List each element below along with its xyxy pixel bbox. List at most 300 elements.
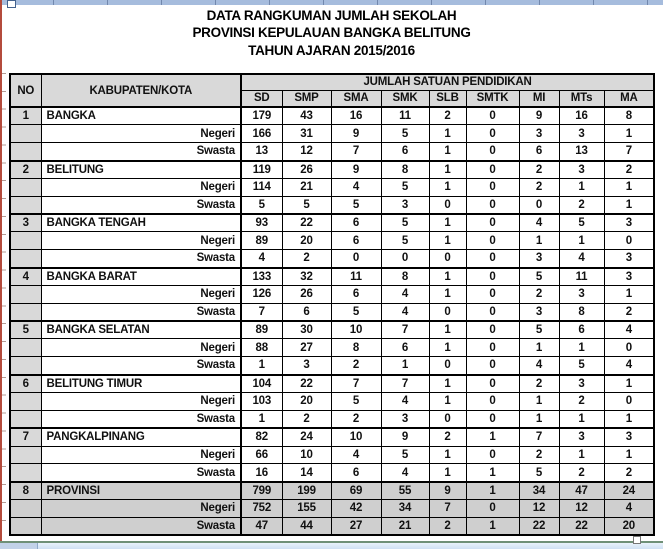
count-cell[interactable]: 1: [604, 285, 654, 303]
count-cell[interactable]: 8: [381, 268, 429, 286]
ownership-label-cell[interactable]: Negeri: [41, 339, 241, 357]
count-cell[interactable]: 0: [466, 303, 519, 321]
count-cell[interactable]: 1: [604, 410, 654, 428]
count-cell[interactable]: 6: [331, 232, 381, 250]
count-cell[interactable]: 12: [519, 500, 559, 518]
count-cell[interactable]: 16: [331, 107, 381, 125]
count-cell[interactable]: 5: [381, 125, 429, 143]
row-number-cell[interactable]: [10, 196, 41, 214]
count-cell[interactable]: 1: [559, 410, 604, 428]
row-number-cell[interactable]: [10, 410, 41, 428]
count-cell[interactable]: 3: [559, 428, 604, 446]
count-cell[interactable]: 1: [604, 375, 654, 393]
count-cell[interactable]: 0: [466, 357, 519, 375]
count-cell[interactable]: 5: [381, 178, 429, 196]
count-cell[interactable]: 799: [241, 482, 282, 500]
count-cell[interactable]: 6: [519, 143, 559, 161]
count-cell[interactable]: 7: [381, 375, 429, 393]
count-cell[interactable]: 5: [331, 196, 381, 214]
table-row: [10, 285, 654, 303]
header-col-sd[interactable]: SD: [241, 90, 282, 107]
kabupaten-name-cell[interactable]: PANGKALPINANG: [41, 428, 241, 446]
ownership-label-cell[interactable]: Swasta: [41, 303, 241, 321]
count-cell[interactable]: 5: [331, 303, 381, 321]
object-anchor-icon: [7, 0, 16, 8]
row-number-cell[interactable]: 2: [10, 161, 41, 179]
count-cell[interactable]: 31: [282, 125, 331, 143]
count-cell[interactable]: 2: [429, 428, 466, 446]
count-cell[interactable]: 1: [241, 410, 282, 428]
count-cell[interactable]: 3: [604, 250, 654, 268]
count-cell[interactable]: 4: [559, 250, 604, 268]
count-cell[interactable]: 1: [604, 196, 654, 214]
count-cell[interactable]: 1: [519, 410, 559, 428]
count-cell[interactable]: 119: [241, 161, 282, 179]
count-cell[interactable]: 22: [282, 375, 331, 393]
count-cell[interactable]: 1: [559, 446, 604, 464]
count-cell[interactable]: 126: [241, 285, 282, 303]
count-cell[interactable]: 6: [381, 143, 429, 161]
count-cell[interactable]: 0: [466, 500, 519, 518]
count-cell[interactable]: 6: [331, 214, 381, 232]
count-cell[interactable]: 0: [604, 393, 654, 411]
count-cell[interactable]: 2: [519, 285, 559, 303]
count-cell[interactable]: 0: [466, 232, 519, 250]
header-no[interactable]: NO: [10, 74, 41, 107]
row-number-cell[interactable]: [10, 393, 41, 411]
count-cell[interactable]: 0: [466, 375, 519, 393]
row-number-cell[interactable]: [10, 500, 41, 518]
count-cell[interactable]: 1: [559, 339, 604, 357]
ownership-label-cell[interactable]: Swasta: [41, 464, 241, 482]
kabupaten-name-cell[interactable]: BANGKA: [41, 107, 241, 125]
row-number-cell[interactable]: [10, 250, 41, 268]
count-cell[interactable]: 1: [429, 393, 466, 411]
table-row: [10, 446, 654, 464]
count-cell[interactable]: 0: [466, 410, 519, 428]
count-cell[interactable]: 752: [241, 500, 282, 518]
count-cell[interactable]: 3: [559, 125, 604, 143]
count-cell[interactable]: 4: [331, 446, 381, 464]
count-cell[interactable]: 133: [241, 268, 282, 286]
count-cell[interactable]: 22: [559, 517, 604, 535]
count-cell[interactable]: 2: [519, 161, 559, 179]
count-cell[interactable]: 93: [241, 214, 282, 232]
row-number-cell[interactable]: [10, 125, 41, 143]
count-cell[interactable]: 9: [519, 107, 559, 125]
count-cell[interactable]: 2: [559, 196, 604, 214]
count-cell[interactable]: 8: [381, 161, 429, 179]
count-cell[interactable]: 2: [519, 446, 559, 464]
selection-handle-icon[interactable]: [633, 536, 641, 544]
count-cell[interactable]: 5: [381, 446, 429, 464]
count-cell[interactable]: 5: [331, 393, 381, 411]
count-cell[interactable]: 6: [381, 339, 429, 357]
header-col-slb[interactable]: SLB: [429, 90, 466, 107]
count-cell[interactable]: 8: [559, 303, 604, 321]
count-cell[interactable]: 4: [381, 464, 429, 482]
row-number-cell[interactable]: [10, 303, 41, 321]
table-body: [10, 107, 654, 535]
count-cell[interactable]: 1: [466, 482, 519, 500]
count-cell[interactable]: 1: [604, 125, 654, 143]
count-cell[interactable]: 55: [381, 482, 429, 500]
count-cell[interactable]: 0: [466, 178, 519, 196]
count-cell[interactable]: 11: [331, 268, 381, 286]
count-cell[interactable]: 0: [604, 232, 654, 250]
count-cell[interactable]: 1: [429, 339, 466, 357]
count-cell[interactable]: 5: [519, 268, 559, 286]
count-cell[interactable]: 21: [381, 517, 429, 535]
count-cell[interactable]: 4: [381, 285, 429, 303]
kabupaten-name-cell[interactable]: BANGKA SELATAN: [41, 321, 241, 339]
count-cell[interactable]: 3: [559, 161, 604, 179]
count-cell[interactable]: 2: [604, 161, 654, 179]
header-kabupaten-kota[interactable]: KABUPATEN/KOTA: [41, 74, 241, 107]
count-cell[interactable]: 1: [519, 339, 559, 357]
count-cell[interactable]: 34: [381, 500, 429, 518]
ownership-label-cell[interactable]: Negeri: [41, 500, 241, 518]
count-cell[interactable]: 1: [429, 161, 466, 179]
count-cell[interactable]: 27: [282, 339, 331, 357]
count-cell[interactable]: 1: [429, 446, 466, 464]
count-cell[interactable]: 0: [429, 250, 466, 268]
count-cell[interactable]: 42: [331, 500, 381, 518]
count-cell[interactable]: 3: [604, 428, 654, 446]
count-cell[interactable]: 7: [519, 428, 559, 446]
count-cell[interactable]: 1: [519, 232, 559, 250]
count-cell[interactable]: 0: [519, 196, 559, 214]
count-cell[interactable]: 1: [519, 393, 559, 411]
count-cell[interactable]: 2: [604, 464, 654, 482]
ownership-label-cell[interactable]: Negeri: [41, 125, 241, 143]
count-cell[interactable]: 5: [519, 464, 559, 482]
ownership-label-cell[interactable]: Swasta: [41, 410, 241, 428]
count-cell[interactable]: 104: [241, 375, 282, 393]
count-cell[interactable]: 1: [466, 517, 519, 535]
ownership-label-cell[interactable]: Negeri: [41, 232, 241, 250]
row-number-cell[interactable]: [10, 232, 41, 250]
count-cell[interactable]: 3: [559, 375, 604, 393]
count-cell[interactable]: 6: [282, 303, 331, 321]
header-row-1: [10, 74, 654, 90]
count-cell[interactable]: 1: [559, 232, 604, 250]
table-row: [10, 178, 654, 196]
count-cell[interactable]: 166: [241, 125, 282, 143]
count-cell[interactable]: 0: [466, 161, 519, 179]
count-cell[interactable]: 11: [559, 268, 604, 286]
count-cell[interactable]: 7: [241, 303, 282, 321]
count-cell[interactable]: 69: [331, 482, 381, 500]
kabupaten-name-cell[interactable]: BELITUNG: [41, 161, 241, 179]
count-cell[interactable]: 0: [466, 196, 519, 214]
count-cell[interactable]: 9: [331, 125, 381, 143]
count-cell[interactable]: 9: [429, 482, 466, 500]
count-cell[interactable]: 2: [282, 250, 331, 268]
count-cell[interactable]: 47: [559, 482, 604, 500]
count-cell[interactable]: 2: [331, 410, 381, 428]
count-cell[interactable]: 2: [282, 410, 331, 428]
count-cell[interactable]: 5: [559, 357, 604, 375]
count-cell[interactable]: 22: [519, 517, 559, 535]
row-number-cell[interactable]: [10, 464, 41, 482]
kabupaten-name-cell[interactable]: BANGKA TENGAH: [41, 214, 241, 232]
count-cell[interactable]: 5: [381, 214, 429, 232]
count-cell[interactable]: 5: [559, 214, 604, 232]
count-cell[interactable]: 0: [466, 339, 519, 357]
table-row: [10, 214, 654, 232]
count-cell[interactable]: 0: [466, 214, 519, 232]
count-cell[interactable]: 199: [282, 482, 331, 500]
count-cell[interactable]: 2: [559, 464, 604, 482]
row-number-cell[interactable]: [10, 285, 41, 303]
row-number-cell[interactable]: [10, 517, 41, 535]
row-number-cell[interactable]: 7: [10, 428, 41, 446]
count-cell[interactable]: 1: [429, 125, 466, 143]
count-cell[interactable]: 1: [381, 357, 429, 375]
table-row: [10, 339, 654, 357]
report-title: [9, 7, 654, 59]
count-cell[interactable]: 22: [282, 214, 331, 232]
count-cell[interactable]: 20: [282, 393, 331, 411]
count-cell[interactable]: 0: [429, 357, 466, 375]
column-header-strip: [0, 0, 663, 5]
count-cell[interactable]: 3: [604, 268, 654, 286]
count-cell[interactable]: 47: [241, 517, 282, 535]
count-cell[interactable]: 20: [604, 517, 654, 535]
count-cell[interactable]: 3: [381, 196, 429, 214]
row-tick-marks: [2, 73, 6, 537]
table-row: [10, 321, 654, 339]
count-cell[interactable]: 2: [429, 517, 466, 535]
count-cell[interactable]: 5: [519, 321, 559, 339]
header-col-smp[interactable]: SMP: [282, 90, 331, 107]
count-cell[interactable]: 3: [519, 125, 559, 143]
count-cell[interactable]: 88: [241, 339, 282, 357]
count-cell[interactable]: 8: [604, 107, 654, 125]
row-number-cell[interactable]: [10, 339, 41, 357]
count-cell[interactable]: 32: [282, 268, 331, 286]
count-cell[interactable]: 5: [282, 196, 331, 214]
count-cell[interactable]: 1: [559, 178, 604, 196]
count-cell[interactable]: 1: [429, 232, 466, 250]
count-cell[interactable]: 2: [604, 303, 654, 321]
table-row: [10, 393, 654, 411]
count-cell[interactable]: 4: [519, 214, 559, 232]
count-cell[interactable]: 4: [241, 250, 282, 268]
count-cell[interactable]: 6: [559, 321, 604, 339]
count-cell[interactable]: 6: [331, 285, 381, 303]
count-cell[interactable]: 103: [241, 393, 282, 411]
count-cell[interactable]: 5: [241, 196, 282, 214]
count-cell[interactable]: 20: [282, 232, 331, 250]
row-number-cell[interactable]: [10, 357, 41, 375]
count-cell[interactable]: 10: [282, 446, 331, 464]
horizontal-scrollbar-area[interactable]: [0, 541, 663, 549]
table-row: [10, 410, 654, 428]
ownership-label-cell[interactable]: Swasta: [41, 143, 241, 161]
count-cell[interactable]: 5: [381, 232, 429, 250]
count-cell[interactable]: 12: [559, 500, 604, 518]
count-cell[interactable]: 0: [429, 303, 466, 321]
table-row: [10, 517, 654, 535]
count-cell[interactable]: 2: [559, 393, 604, 411]
count-cell[interactable]: 43: [282, 107, 331, 125]
count-cell[interactable]: 44: [282, 517, 331, 535]
count-cell[interactable]: 21: [282, 178, 331, 196]
count-cell[interactable]: 0: [604, 339, 654, 357]
count-cell[interactable]: 0: [466, 321, 519, 339]
ownership-label-cell[interactable]: Negeri: [41, 178, 241, 196]
count-cell[interactable]: 2: [429, 107, 466, 125]
school-summary-table: [9, 73, 655, 536]
ownership-label-cell[interactable]: Swasta: [41, 357, 241, 375]
count-cell[interactable]: 4: [381, 393, 429, 411]
count-cell[interactable]: 1: [429, 464, 466, 482]
count-cell[interactable]: 0: [466, 268, 519, 286]
row-number-cell[interactable]: 8: [10, 482, 41, 500]
count-cell[interactable]: 7: [429, 500, 466, 518]
count-cell[interactable]: 0: [466, 446, 519, 464]
count-cell[interactable]: 1: [429, 268, 466, 286]
ownership-label-cell[interactable]: Negeri: [41, 285, 241, 303]
count-cell[interactable]: 24: [282, 428, 331, 446]
count-cell[interactable]: 1: [429, 375, 466, 393]
count-cell[interactable]: 34: [519, 482, 559, 500]
count-cell[interactable]: 66: [241, 446, 282, 464]
count-cell[interactable]: 3: [559, 285, 604, 303]
count-cell[interactable]: 1: [429, 178, 466, 196]
ownership-label-cell[interactable]: Swasta: [41, 250, 241, 268]
count-cell[interactable]: 7: [381, 321, 429, 339]
title-line-2: PROVINSI KEPULAUAN BANGKA BELITUNG: [192, 25, 471, 41]
count-cell[interactable]: 16: [559, 107, 604, 125]
count-cell[interactable]: 0: [466, 393, 519, 411]
count-cell[interactable]: 1: [604, 446, 654, 464]
count-cell[interactable]: 2: [519, 178, 559, 196]
count-cell[interactable]: 1: [429, 214, 466, 232]
row-number-cell[interactable]: [10, 143, 41, 161]
row-number-cell[interactable]: 4: [10, 268, 41, 286]
count-cell[interactable]: 11: [381, 107, 429, 125]
count-cell[interactable]: 4: [381, 303, 429, 321]
count-cell[interactable]: 0: [466, 107, 519, 125]
title-line-1: DATA RANGKUMAN JUMLAH SEKOLAH: [206, 8, 457, 23]
count-cell[interactable]: 9: [331, 161, 381, 179]
count-cell[interactable]: 0: [466, 285, 519, 303]
row-number-cell[interactable]: [10, 178, 41, 196]
count-cell[interactable]: 1: [429, 285, 466, 303]
ownership-label-cell[interactable]: Swasta: [41, 196, 241, 214]
count-cell[interactable]: 26: [282, 161, 331, 179]
count-cell[interactable]: 0: [429, 410, 466, 428]
count-cell[interactable]: 3: [519, 303, 559, 321]
count-cell[interactable]: 27: [331, 517, 381, 535]
header-col-mts[interactable]: MTs: [559, 90, 604, 107]
kabupaten-name-cell[interactable]: PROVINSI: [41, 482, 241, 500]
kabupaten-name-cell[interactable]: BANGKA BARAT: [41, 268, 241, 286]
count-cell[interactable]: 0: [381, 250, 429, 268]
header-col-ma[interactable]: MA: [604, 90, 654, 107]
count-cell[interactable]: 10: [331, 428, 381, 446]
header-group-label[interactable]: JUMLAH SATUAN PENDIDIKAN: [241, 74, 654, 90]
count-cell[interactable]: 114: [241, 178, 282, 196]
count-cell[interactable]: 89: [241, 232, 282, 250]
count-cell[interactable]: 4: [519, 357, 559, 375]
ownership-label-cell[interactable]: Swasta: [41, 517, 241, 535]
count-cell[interactable]: 24: [604, 482, 654, 500]
ownership-label-cell[interactable]: Negeri: [41, 446, 241, 464]
table-row: [10, 125, 654, 143]
table-row: [10, 196, 654, 214]
count-cell[interactable]: 13: [241, 143, 282, 161]
count-cell[interactable]: 10: [331, 321, 381, 339]
count-cell[interactable]: 0: [331, 250, 381, 268]
count-cell[interactable]: 4: [604, 357, 654, 375]
count-cell[interactable]: 2: [519, 375, 559, 393]
row-number-cell[interactable]: [10, 446, 41, 464]
row-number-cell[interactable]: 1: [10, 107, 41, 125]
row-number-cell[interactable]: 5: [10, 321, 41, 339]
count-cell[interactable]: 4: [331, 178, 381, 196]
count-cell[interactable]: 1: [466, 464, 519, 482]
count-cell[interactable]: 155: [282, 500, 331, 518]
count-cell[interactable]: 16: [241, 464, 282, 482]
ownership-label-cell[interactable]: Negeri: [41, 393, 241, 411]
count-cell[interactable]: 13: [559, 143, 604, 161]
count-cell[interactable]: 3: [604, 214, 654, 232]
table-row: [10, 303, 654, 321]
count-cell[interactable]: 1: [466, 428, 519, 446]
count-cell[interactable]: 3: [381, 410, 429, 428]
count-cell[interactable]: 82: [241, 428, 282, 446]
row-number-cell[interactable]: 3: [10, 214, 41, 232]
count-cell[interactable]: 26: [282, 285, 331, 303]
count-cell[interactable]: 0: [466, 250, 519, 268]
count-cell[interactable]: 0: [429, 196, 466, 214]
count-cell[interactable]: 179: [241, 107, 282, 125]
count-cell[interactable]: 7: [331, 375, 381, 393]
row-number-cell[interactable]: 6: [10, 375, 41, 393]
count-cell[interactable]: 1: [241, 357, 282, 375]
count-cell[interactable]: 3: [282, 357, 331, 375]
count-cell[interactable]: 7: [331, 143, 381, 161]
count-cell[interactable]: 4: [604, 321, 654, 339]
count-cell[interactable]: 14: [282, 464, 331, 482]
count-cell[interactable]: 0: [466, 125, 519, 143]
count-cell[interactable]: 7: [604, 143, 654, 161]
count-cell[interactable]: 1: [604, 178, 654, 196]
count-cell[interactable]: 30: [282, 321, 331, 339]
count-cell[interactable]: 0: [466, 143, 519, 161]
count-cell[interactable]: 1: [429, 321, 466, 339]
header-col-smk[interactable]: SMK: [381, 90, 429, 107]
header-col-mi[interactable]: MI: [519, 90, 559, 107]
count-cell[interactable]: 1: [429, 143, 466, 161]
count-cell[interactable]: 4: [604, 500, 654, 518]
count-cell[interactable]: 89: [241, 321, 282, 339]
header-col-smtk[interactable]: SMTK: [466, 90, 519, 107]
count-cell[interactable]: 6: [331, 464, 381, 482]
count-cell[interactable]: 12: [282, 143, 331, 161]
scrollbar-left-block[interactable]: [0, 543, 38, 549]
count-cell[interactable]: 3: [519, 250, 559, 268]
header-col-sma[interactable]: SMA: [331, 90, 381, 107]
kabupaten-name-cell[interactable]: BELITUNG TIMUR: [41, 375, 241, 393]
count-cell[interactable]: 9: [381, 428, 429, 446]
count-cell[interactable]: 2: [331, 357, 381, 375]
count-cell[interactable]: 8: [331, 339, 381, 357]
